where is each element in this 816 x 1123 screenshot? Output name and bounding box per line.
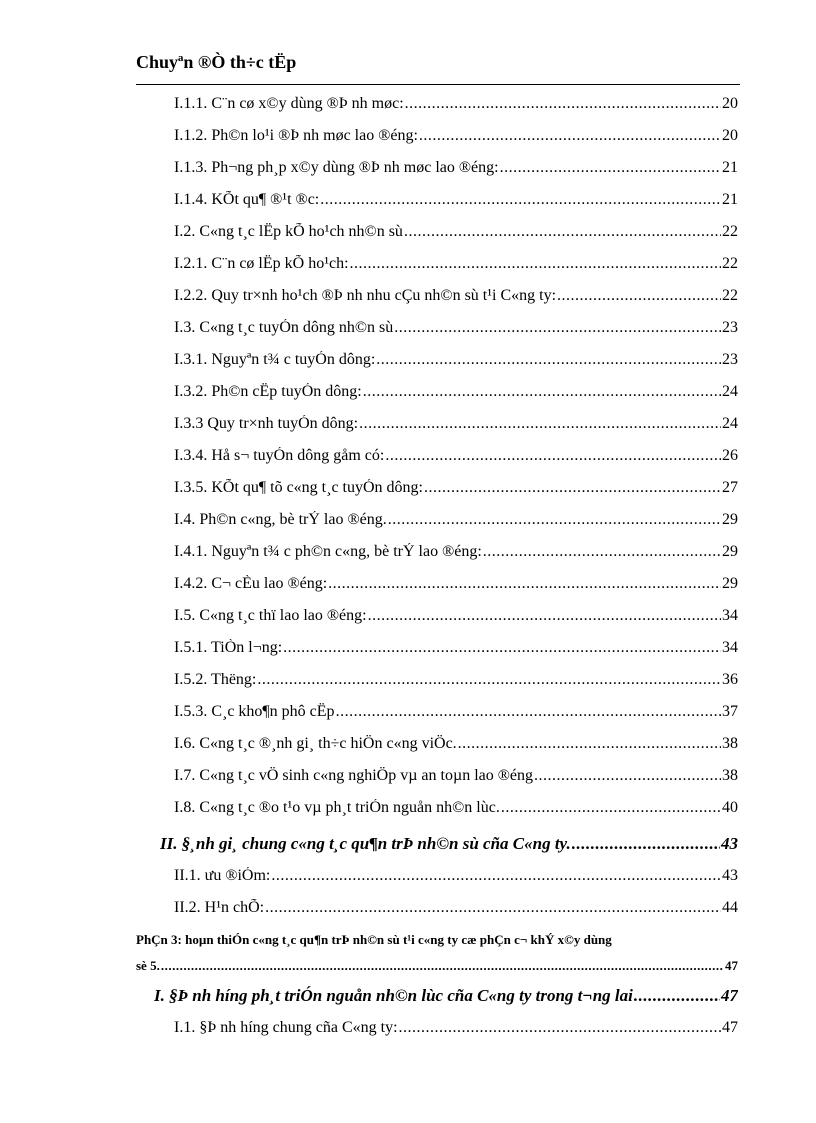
toc-entry-title: I.2. C«ng t¸c lËp kÕ ho¹ch nh©n sù [174,223,403,240]
toc-leader-dots [557,287,721,305]
toc-entry-page: 36 [722,671,738,688]
toc-entry[interactable] [174,223,738,247]
toc-entry-page: 22 [722,255,738,272]
toc-entry-page: 43 [721,834,738,853]
toc-leader-dots [359,415,721,433]
toc-leader-dots [394,319,721,337]
toc-entry-title: I. §Þ nh híng ph¸t triÓn nguån nh©n lùc cña C«ng ty trong t¬ng lai [154,986,633,1005]
toc-entry-page: 44 [722,899,738,916]
toc-entry[interactable] [174,607,738,631]
toc-leader-dots [328,575,721,593]
toc-entry[interactable] [174,639,738,663]
toc-entry[interactable] [174,159,738,183]
toc-entry[interactable] [174,511,738,535]
toc-entry[interactable] [174,575,738,599]
toc-entry-title: I.3.5. KÕt qu¶ tõ c«ng t¸c tuyÓn dông: [174,479,423,496]
toc-leader-dots [265,899,721,917]
toc-entry-title: I.4.1. Nguyªn t¾ c ph©n c«ng, bè trÝ lao ®éng: [174,543,482,560]
toc-entry-title: I.1.2. Ph©n lo¹i ®Þ nh møc lao ®éng: [174,127,418,144]
toc-leader-dots [388,511,721,529]
toc-entry[interactable] [174,95,738,119]
toc-leader-dots [257,671,721,689]
toc-entry-title: II.2. H¹n chÕ: [174,899,265,916]
toc-entry-page: 29 [722,511,738,528]
toc-entry[interactable] [174,383,738,407]
toc-entry-page: 22 [722,223,738,240]
toc-entry-page: 47 [721,986,738,1005]
toc-entry-title: I.5.1. TiÒn l¬ng: [174,639,283,656]
toc-entry-page: 34 [722,607,738,624]
toc-entry-title: I.3.4. Hå s¬ tuyÓn dông gåm có: [174,447,385,464]
toc-entry-page: 29 [722,543,738,560]
toc-entry-title: I.5.2. Thëng: [174,671,257,688]
toc-entry-page: 38 [722,735,738,752]
toc-entry[interactable] [174,799,738,823]
toc-entry-page: 27 [722,479,738,496]
toc-part-heading: PhÇn 3: hoµn thiÓn c«ng t¸c qu¶n trÞ nh©n sù t¹i c«ng ty cæ phÇn c¬ khÝ x©y dùng [136,932,612,947]
toc-entry-title: I.3.1. Nguyªn t¾ c tuyÓn dông: [174,351,376,368]
toc-entry[interactable] [174,287,738,311]
toc-section-entry[interactable] [154,986,738,1010]
toc-entry[interactable] [174,351,738,375]
toc-entry-title: I.3.2. Ph©n cËp tuyÓn dông: [174,383,362,400]
toc-entry-title: I.8. C«ng t¸c ®o t¹o vµ ph¸t triÓn nguån nh©n lùc. [174,799,500,816]
toc-entry[interactable] [174,767,738,791]
toc-entry[interactable] [174,867,738,891]
toc-leader-dots [336,703,721,721]
toc-entry-page: 22 [722,287,738,304]
toc-entry-title: I.4.2. C¬ cÈu lao ®éng: [174,575,328,592]
toc-entry-page: 26 [722,447,738,464]
toc-entry[interactable] [174,899,738,923]
toc-leader-dots [161,958,724,974]
toc-entry[interactable] [174,479,738,503]
toc-entry-page: 47 [725,958,738,973]
toc-entry-title: I.2.1. C¨n cø lËp kÕ ho¹ch: [174,255,349,272]
toc-leader-dots [534,767,721,785]
toc-entry[interactable] [174,1019,738,1043]
toc-entry[interactable] [174,415,738,439]
toc-entry-page: 47 [722,1019,738,1036]
toc-entry-page: 21 [722,159,738,176]
toc-entry-title: I.7. C«ng t¸c vÖ sinh c«ng nghiÖp vµ an toµn lao ®éng [174,767,533,784]
toc-leader-dots [572,834,720,854]
toc-entry-title: I.1.4. KÕt qu¶ ®¹t ®c: [174,191,320,208]
toc-leader-dots [405,95,721,113]
toc-leader-dots [363,383,721,401]
toc-leader-dots [424,479,721,497]
toc-entry[interactable] [174,703,738,727]
toc-entry-title: I.5. C«ng t¸c thï lao lao ®éng: [174,607,367,624]
toc-entry-page: 24 [722,383,738,400]
toc-leader-dots [350,255,721,273]
toc-section-entry[interactable] [160,834,738,858]
toc-entry-page: 38 [722,767,738,784]
toc-entry-page: 23 [722,319,738,336]
toc-entry-page: 43 [722,867,738,884]
toc-leader-dots [399,1019,721,1037]
toc-entry-page: 40 [722,799,738,816]
toc-entry[interactable] [174,671,738,695]
toc-entry[interactable] [174,319,738,343]
toc-entry-page: 20 [722,127,738,144]
toc-entry-title: sè 5. [136,958,160,973]
toc-leader-dots [376,351,721,369]
toc-leader-dots [320,191,721,209]
toc-entry-page: 21 [722,191,738,208]
toc-leader-dots [283,639,721,657]
toc-entry-title: I.4. Ph©n c«ng, bè trÝ lao ®éng. [174,511,387,528]
toc-entry-title: I.1.1. C¨n cø x©y dùng ®Þ nh møc: [174,95,404,112]
toc-entry[interactable] [174,543,738,567]
toc-entry[interactable] [174,255,738,279]
toc-leader-dots [368,607,721,625]
toc-entry[interactable] [174,191,738,215]
toc-entry-page: 20 [722,95,738,112]
toc-leader-dots [458,735,721,753]
toc-leader-dots [419,127,721,145]
toc-entry-title: I.5.3. C¸c kho¶n phô cËp [174,703,335,720]
toc-entry-title: I.2.2. Quy tr×nh ho¹ch ®Þ nh nhu cÇu nh©n sù t¹i C«ng ty: [174,287,557,304]
toc-entry-title: I.3.3 Quy tr×nh tuyÓn dông: [174,415,359,432]
toc-entry-page: 29 [722,575,738,592]
toc-leader-dots [404,223,721,241]
toc-entry[interactable] [174,127,738,151]
toc-leader-dots [501,799,721,817]
toc-entry[interactable] [174,735,738,759]
toc-entry-title: I.1. §Þ nh híng chung cña C«ng ty: [174,1019,398,1036]
toc-leader-dots [271,867,721,885]
toc-entry-title: I.3. C«ng t¸c tuyÓn dông nh©n sù [174,319,394,336]
toc-entry-page: 24 [722,415,738,432]
page-header-title: Chuyªn ®Ò th÷c tËp [136,52,297,72]
toc-leader-dots [385,447,721,465]
toc-entry-page: 34 [722,639,738,656]
toc-entry-title: I.6. C«ng t¸c ®¸nh gi¸ th÷c hiÖn c«ng viÖc. [174,735,457,752]
toc-entry-page: 23 [722,351,738,368]
header-divider [136,84,740,85]
toc-entry-title: I.1.3. Ph¬ng ph¸p x©y dùng ®Þ nh møc lao ®éng: [174,159,499,176]
toc-entry-page: 37 [722,703,738,720]
toc-leader-dots [634,986,720,1006]
toc-leader-dots [500,159,721,177]
toc-entry[interactable] [174,447,738,471]
toc-part-entry[interactable] [136,958,738,982]
toc-leader-dots [483,543,721,561]
toc-entry-title: II. §¸nh gi¸ chung c«ng t¸c qu¶n trÞ nh©n sù cña C«ng ty. [160,834,571,853]
toc-entry-title: II.1. ưu ®iÓm: [174,867,271,884]
